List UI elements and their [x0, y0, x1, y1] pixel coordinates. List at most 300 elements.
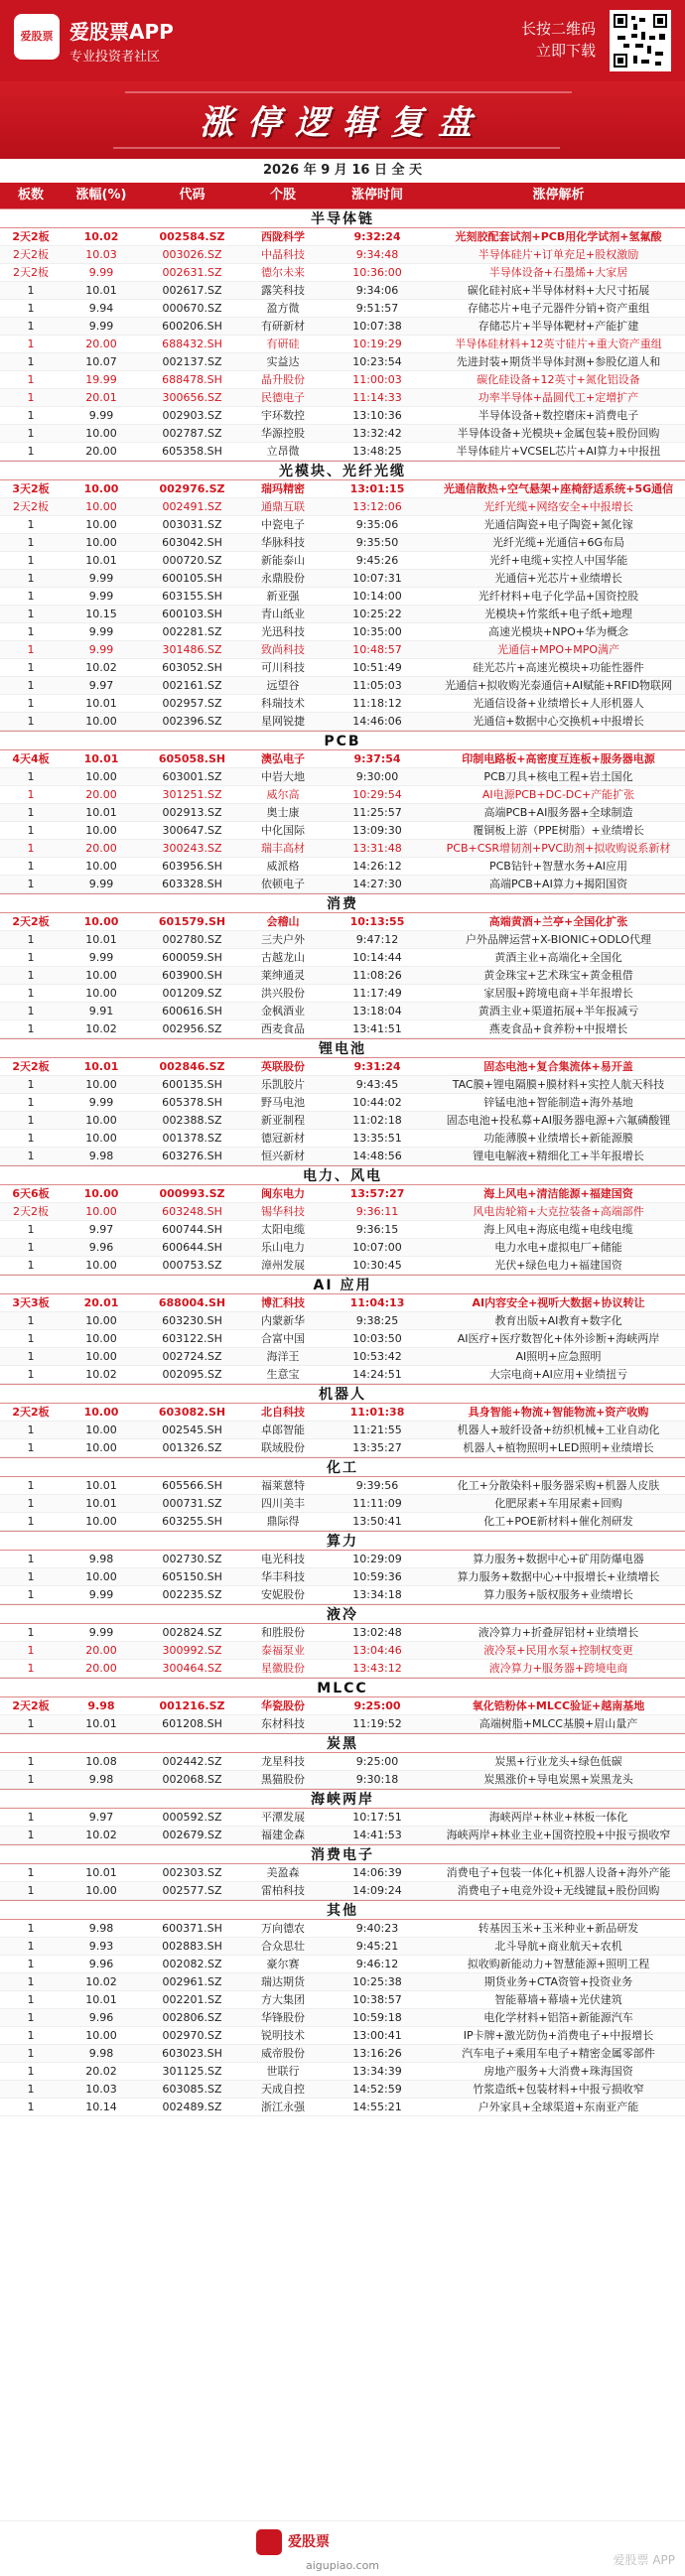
table-row[interactable]: [0, 1864, 685, 1882]
table-row[interactable]: [0, 822, 685, 840]
row-limit-time: 10:29:54: [352, 788, 402, 801]
row-stock-name: 福莱蒽特: [261, 1479, 305, 1492]
table-row[interactable]: [0, 1809, 685, 1827]
row-change-pct: 9.97: [88, 679, 114, 692]
row-analysis: 燕麦食品+食养粉+中报增长: [488, 1022, 628, 1035]
row-stock-name: 中瓷电子: [261, 518, 305, 531]
row-code: 600644.SH: [162, 1241, 222, 1254]
table-row[interactable]: [0, 876, 685, 893]
row-analysis: 户外家具+全球渠道+东南亚产能: [478, 2101, 639, 2113]
row-code: 300656.SZ: [162, 391, 222, 404]
row-change-pct: 10.00: [85, 1424, 117, 1436]
row-limit-time: 9:45:26: [355, 554, 399, 567]
table-row[interactable]: [0, 498, 685, 516]
row-stock-name: 生意宝: [266, 1368, 300, 1381]
row-code: 002846.SZ: [159, 1060, 225, 1073]
row-stock-name: 万向德农: [261, 1922, 305, 1935]
table-row[interactable]: [0, 2027, 685, 2045]
row-board-count: 1: [27, 1553, 35, 1565]
row-analysis: 房地产服务+大消费+珠海国资: [483, 2065, 633, 2078]
row-code: 603001.SZ: [162, 770, 222, 783]
row-board-count: 1: [27, 536, 35, 549]
footer-url[interactable]: aigupiao.com: [305, 2559, 380, 2572]
row-board-count: 1: [27, 625, 35, 638]
table-row[interactable]: [0, 677, 685, 695]
row-limit-time: 13:04:46: [352, 1644, 402, 1657]
row-stock-name: 立昂微: [266, 445, 300, 458]
row-limit-time: 9:38:25: [355, 1314, 399, 1327]
table-row[interactable]: [0, 389, 685, 407]
row-analysis: 覆铜板上游（PPE树脂）+业绩增长: [473, 824, 644, 837]
row-analysis: 半导体设备+数控磨床+消费电子: [478, 409, 639, 422]
row-code: 605378.SH: [162, 1096, 222, 1109]
row-board-count: 1: [27, 1755, 35, 1768]
row-limit-time: 14:46:06: [352, 715, 402, 728]
table-row[interactable]: [0, 1753, 685, 1771]
table-row[interactable]: [0, 1568, 685, 1586]
row-code: 301251.SZ: [162, 788, 222, 801]
row-change-pct: 10.00: [85, 824, 117, 837]
row-board-count: 2天2板: [12, 230, 50, 243]
table-row[interactable]: [0, 1257, 685, 1275]
table-row[interactable]: [0, 623, 685, 641]
row-board-count: 1: [27, 1717, 35, 1730]
row-analysis: 黄酒主业+高端化+全国化: [494, 951, 622, 964]
table-row[interactable]: [0, 1094, 685, 1112]
page-footer: [0, 2520, 685, 2576]
row-limit-time: 9:34:48: [355, 248, 399, 261]
table-row[interactable]: [0, 1348, 685, 1366]
row-stock-name: 莱绅通灵: [261, 969, 305, 982]
row-board-count: 2天2板: [12, 1060, 50, 1073]
table-row[interactable]: [0, 1239, 685, 1257]
row-board-count: 2天2板: [12, 1699, 50, 1712]
table-row[interactable]: [0, 534, 685, 552]
qr-label: [521, 18, 596, 62]
qr-code-image[interactable]: [610, 10, 671, 71]
row-limit-time: 14:26:12: [352, 860, 402, 873]
table-row[interactable]: [0, 570, 685, 588]
table-row[interactable]: [0, 2063, 685, 2081]
table-row[interactable]: [0, 443, 685, 461]
row-board-count: 1: [27, 1515, 35, 1528]
row-stock-name: 星徽股份: [261, 1662, 305, 1675]
row-limit-time: 13:16:26: [352, 2047, 402, 2060]
row-stock-name: 海洋王: [266, 1350, 300, 1363]
row-stock-name: 和胜股份: [261, 1626, 305, 1639]
table-row[interactable]: [0, 1771, 685, 1789]
row-code: 002970.SZ: [162, 2029, 222, 2042]
row-stock-name: 实益达: [266, 355, 300, 368]
row-analysis: 存储芯片+半导体靶材+产能扩建: [478, 320, 639, 333]
table-row[interactable]: [0, 1938, 685, 1956]
table-row[interactable]: [0, 606, 685, 623]
row-analysis: 半导体硅片+VCSEL芯片+AI算力+中报扭: [456, 445, 661, 458]
row-board-count: 1: [27, 1441, 35, 1454]
row-change-pct: 10.15: [85, 608, 117, 620]
row-board-count: 1: [27, 1005, 35, 1017]
row-analysis: 先进封装+期货半导体封测+参股亿道人和: [456, 355, 661, 368]
row-change-pct: 10.01: [83, 1060, 119, 1073]
row-board-count: 1: [27, 1078, 35, 1091]
table-row[interactable]: [0, 336, 685, 353]
table-row[interactable]: [0, 1130, 685, 1148]
row-code: 603082.SH: [158, 1406, 226, 1419]
row-analysis: 光通信+MPO+MPO满产: [497, 643, 619, 656]
row-stock-name: 卓郎智能: [261, 1424, 305, 1436]
row-analysis: 光纤+电缆+实控人中国华能: [488, 554, 628, 567]
row-code: 300464.SZ: [162, 1662, 222, 1675]
row-limit-time: 13:35:51: [352, 1132, 402, 1145]
row-code: 003026.SZ: [162, 248, 222, 261]
table-row[interactable]: [0, 695, 685, 713]
table-row[interactable]: [0, 713, 685, 731]
table-row[interactable]: [0, 246, 685, 264]
table-row[interactable]: [0, 1058, 685, 1076]
table-row[interactable]: [0, 480, 685, 498]
row-change-pct: 10.14: [85, 2101, 117, 2113]
row-analysis: 黄金珠宝+艺术珠宝+黄金租借: [483, 969, 633, 982]
row-limit-time: 10:19:29: [352, 338, 402, 350]
table-row[interactable]: [0, 931, 685, 949]
row-board-count: 1: [27, 860, 35, 873]
row-stock-name: 联域股份: [261, 1441, 305, 1454]
table-row[interactable]: [0, 949, 685, 967]
row-board-count: 1: [27, 284, 35, 297]
row-analysis: 化工+POE新材料+催化剂研发: [483, 1515, 633, 1528]
table-row[interactable]: [0, 318, 685, 336]
row-limit-time: 10:07:38: [352, 320, 402, 333]
row-analysis: 算力服务+数据中心+中报增长+业绩增长: [457, 1570, 660, 1583]
row-change-pct: 10.00: [85, 1205, 117, 1218]
row-limit-time: 9:36:15: [355, 1223, 399, 1236]
row-code: 002957.SZ: [162, 697, 222, 710]
row-change-pct: 10.03: [85, 248, 117, 261]
table-row[interactable]: [0, 1076, 685, 1094]
table-row[interactable]: [0, 588, 685, 606]
table-row[interactable]: [0, 1882, 685, 1900]
row-stock-name: 依顿电子: [261, 878, 305, 890]
row-limit-time: 14:55:21: [352, 2101, 402, 2113]
row-code: 603085.SZ: [162, 2083, 222, 2096]
table-row[interactable]: [0, 228, 685, 246]
table-row[interactable]: [0, 768, 685, 786]
row-limit-time: 10:07:00: [352, 1241, 402, 1254]
table-row[interactable]: [0, 985, 685, 1003]
table-row[interactable]: [0, 407, 685, 425]
table-row[interactable]: [0, 2099, 685, 2116]
table-row[interactable]: [0, 913, 685, 931]
row-board-count: 1: [27, 554, 35, 567]
row-board-count: 1: [27, 1993, 35, 2006]
row-stock-name: 恒兴新材: [261, 1150, 305, 1162]
row-stock-name: 可川科技: [261, 661, 305, 674]
table-row[interactable]: [0, 1203, 685, 1221]
row-change-pct: 20.00: [85, 338, 117, 350]
row-limit-time: 13:09:30: [352, 824, 402, 837]
row-board-count: 1: [27, 1773, 35, 1786]
row-change-pct: 20.00: [85, 1644, 117, 1657]
row-stock-name: 新能泰山: [261, 554, 305, 567]
row-limit-time: 13:34:39: [352, 2065, 402, 2078]
row-analysis: 高端PCB+AI算力+揭阳国资: [488, 878, 628, 890]
row-change-pct: 10.01: [85, 933, 117, 946]
row-limit-time: 13:32:42: [352, 427, 402, 440]
col-board-count: 板数: [17, 188, 44, 203]
row-change-pct: 10.02: [85, 1022, 117, 1035]
table-row[interactable]: [0, 1003, 685, 1020]
row-analysis: 海峡两岸+林业主业+国资控股+中报亏损收窄: [446, 1829, 671, 1841]
row-analysis: PCB刀具+核电工程+岩土国化: [483, 770, 633, 783]
row-board-count: 1: [27, 951, 35, 964]
row-analysis: AI电源PCB+DC-DC+产能扩张: [481, 788, 635, 801]
row-limit-time: 13:43:12: [352, 1662, 402, 1675]
row-analysis: 期货业务+CTA资管+投资业务: [483, 1975, 633, 1988]
row-stock-name: 华源控股: [261, 427, 305, 440]
row-code: 002491.SZ: [162, 500, 222, 513]
row-analysis: 炭黑涨价+导电炭黑+炭黑龙头: [483, 1773, 633, 1786]
row-analysis: 光通信+拟收购光泰通信+AI赋能+RFID物联网: [444, 679, 673, 692]
row-change-pct: 9.97: [88, 1223, 114, 1236]
table-row[interactable]: [0, 804, 685, 822]
row-analysis: IP卡牌+激光防伪+消费电子+中报增长: [463, 2029, 654, 2042]
row-stock-name: 华锋股份: [261, 2011, 305, 2024]
row-board-count: 1: [27, 679, 35, 692]
table-row[interactable]: [0, 858, 685, 876]
row-board-count: 1: [27, 1424, 35, 1436]
table-row[interactable]: [0, 1991, 685, 2009]
row-change-pct: 9.96: [88, 1241, 114, 1254]
row-stock-name: 民德电子: [261, 391, 305, 404]
row-analysis: 户外品牌运营+X-BIONIC+ODLO代理: [465, 933, 652, 946]
row-stock-name: 金枫酒业: [261, 1005, 305, 1017]
row-code: 603248.SH: [162, 1205, 222, 1218]
row-stock-name: 华脉科技: [261, 536, 305, 549]
row-stock-name: 露笑科技: [261, 284, 305, 297]
row-change-pct: 10.01: [85, 1717, 117, 1730]
row-board-count: 1: [27, 770, 35, 783]
row-stock-name: 泰福泵业: [261, 1644, 305, 1657]
row-stock-name: 北自科技: [261, 1406, 305, 1419]
table-row[interactable]: [0, 425, 685, 443]
row-limit-time: 9:35:50: [355, 536, 399, 549]
row-change-pct: 9.97: [88, 1811, 114, 1824]
table-row[interactable]: [0, 1112, 685, 1130]
row-analysis: 固态电池+复合集流体+易开盖: [483, 1060, 633, 1073]
table-row[interactable]: [0, 1404, 685, 1422]
row-limit-time: 9:25:00: [355, 1755, 399, 1768]
table-row[interactable]: [0, 282, 685, 300]
row-change-pct: 10.00: [85, 969, 117, 982]
row-board-count: 1: [27, 373, 35, 386]
row-board-count: 1: [27, 1259, 35, 1272]
row-limit-time: 14:09:24: [352, 1884, 402, 1897]
row-analysis: 转基因玉米+玉米种业+新品研发: [478, 1922, 639, 1935]
table-row[interactable]: [0, 641, 685, 659]
row-stock-name: 德冠新材: [261, 1132, 305, 1145]
row-change-pct: 20.00: [85, 1662, 117, 1675]
row-board-count: 1: [27, 1588, 35, 1601]
row-code: 002082.SZ: [162, 1958, 222, 1970]
row-change-pct: 10.00: [85, 715, 117, 728]
row-code: 002913.SZ: [162, 806, 222, 819]
row-limit-time: 10:36:00: [352, 266, 402, 279]
row-limit-time: 10:38:57: [352, 1993, 402, 2006]
row-stock-name: 瑞玛精密: [261, 482, 305, 495]
row-stock-name: 西陇科学: [261, 230, 305, 243]
table-row[interactable]: [0, 750, 685, 768]
row-board-count: 6天6板: [12, 1187, 50, 1200]
row-limit-time: 9:25:00: [353, 1699, 401, 1712]
row-analysis: 半导体硅材料+12英寸硅片+重大资产重组: [455, 338, 662, 350]
table-row[interactable]: [0, 2081, 685, 2099]
row-stock-name: 龙星科技: [261, 1755, 305, 1768]
row-analysis: 液冷泵+民用水泵+控制权变更: [483, 1644, 633, 1657]
table-row[interactable]: [0, 1366, 685, 1384]
row-board-count: 1: [27, 842, 35, 855]
table-row[interactable]: [0, 786, 685, 804]
row-stock-name: 瑞达期货: [261, 1975, 305, 1988]
row-board-count: 1: [27, 1866, 35, 1879]
row-limit-time: 10:14:00: [352, 590, 402, 603]
row-limit-time: 13:01:15: [349, 482, 405, 495]
row-board-count: 1: [27, 409, 35, 422]
table-row[interactable]: [0, 1422, 685, 1439]
row-limit-time: 11:04:13: [349, 1296, 405, 1309]
row-change-pct: 9.94: [88, 302, 114, 315]
row-change-pct: 9.99: [88, 320, 114, 333]
row-stock-name: 豪尔赛: [266, 1958, 300, 1970]
row-analysis: AI医疗+医疗数智化+体外诊断+海峡两岸: [457, 1332, 660, 1345]
table-row[interactable]: [0, 2045, 685, 2063]
row-board-count: 1: [27, 661, 35, 674]
row-change-pct: 10.01: [85, 1866, 117, 1879]
table-row[interactable]: [0, 840, 685, 858]
table-row[interactable]: [0, 1148, 685, 1165]
row-stock-name: 东材科技: [261, 1717, 305, 1730]
row-code: 300647.SZ: [162, 824, 222, 837]
row-stock-name: 威帝股份: [261, 2047, 305, 2060]
table-header: [0, 183, 685, 208]
row-code: 002724.SZ: [162, 1350, 222, 1363]
row-code: 001216.SZ: [159, 1699, 225, 1712]
row-analysis: 电化学材料+铝箔+新能源汽车: [483, 2011, 633, 2024]
row-limit-time: 9:51:57: [355, 302, 399, 315]
table-row[interactable]: [0, 1697, 685, 1715]
row-limit-time: 11:18:12: [352, 697, 402, 710]
row-stock-name: 世联行: [266, 2065, 300, 2078]
table-row[interactable]: [0, 1513, 685, 1531]
table-row[interactable]: [0, 659, 685, 677]
table-row[interactable]: [0, 552, 685, 570]
row-change-pct: 20.00: [85, 842, 117, 855]
table-row[interactable]: [0, 1551, 685, 1568]
row-limit-time: 9:30:18: [355, 1773, 399, 1786]
table-row[interactable]: [0, 1439, 685, 1457]
table-row[interactable]: [0, 1715, 685, 1733]
row-analysis: 碳化硅设备+12英寸+氮化铝设备: [477, 373, 640, 386]
row-limit-time: 9:46:12: [355, 1958, 399, 1970]
row-code: 002396.SZ: [162, 715, 222, 728]
table-row[interactable]: [0, 1294, 685, 1312]
row-board-count: 1: [27, 987, 35, 1000]
row-analysis: PCB钻针+智慧水务+AI应用: [488, 860, 628, 873]
row-code: 002235.SZ: [162, 1588, 222, 1601]
row-code: 603230.SH: [162, 1314, 222, 1327]
table-row[interactable]: [0, 1495, 685, 1513]
row-code: 001326.SZ: [162, 1441, 222, 1454]
row-stock-name: 漳州发展: [261, 1259, 305, 1272]
table-row[interactable]: [0, 1827, 685, 1844]
row-limit-time: 9:47:12: [355, 933, 399, 946]
table-row[interactable]: [0, 1020, 685, 1038]
table-row[interactable]: [0, 1660, 685, 1678]
row-board-count: 2天2板: [12, 1406, 50, 1419]
row-limit-time: 11:02:18: [352, 1114, 402, 1127]
row-change-pct: 10.00: [85, 1314, 117, 1327]
table-row[interactable]: [0, 371, 685, 389]
row-code: 603052.SH: [162, 661, 222, 674]
row-code: 002489.SZ: [162, 2101, 222, 2113]
table-row[interactable]: [0, 1586, 685, 1604]
row-limit-time: 13:31:48: [352, 842, 402, 855]
row-change-pct: 10.01: [85, 697, 117, 710]
row-code: 002388.SZ: [162, 1114, 222, 1127]
row-stock-name: 黑猫股份: [261, 1773, 305, 1786]
table-row[interactable]: [0, 1477, 685, 1495]
table-row[interactable]: [0, 516, 685, 534]
row-change-pct: 10.02: [85, 1975, 117, 1988]
row-stock-name: 美盈森: [266, 1866, 300, 1879]
row-limit-time: 10:48:57: [352, 643, 402, 656]
table-row[interactable]: [0, 1956, 685, 1973]
row-board-count: 1: [27, 2029, 35, 2042]
row-code: 001209.SZ: [162, 987, 222, 1000]
table-row[interactable]: [0, 264, 685, 282]
row-code: 603276.SH: [162, 1150, 222, 1162]
row-code: 002201.SZ: [162, 1993, 222, 2006]
table-row[interactable]: [0, 1330, 685, 1348]
table-row[interactable]: [0, 1624, 685, 1642]
table-row[interactable]: [0, 353, 685, 371]
row-board-count: 1: [27, 1570, 35, 1583]
table-row[interactable]: [0, 2009, 685, 2027]
row-limit-time: 9:30:00: [355, 770, 399, 783]
row-limit-time: 11:05:03: [352, 679, 402, 692]
table-row[interactable]: [0, 1185, 685, 1203]
row-stock-name: 澳弘电子: [261, 752, 305, 765]
row-limit-time: 10:59:18: [352, 2011, 402, 2024]
row-limit-time: 11:01:38: [349, 1406, 405, 1419]
row-analysis: 北斗导航+商业航天+农机: [494, 1940, 622, 1953]
row-board-count: 1: [27, 643, 35, 656]
row-code: 600059.SH: [162, 951, 222, 964]
row-code: 002679.SZ: [162, 1829, 222, 1841]
table-row[interactable]: [0, 967, 685, 985]
table-row[interactable]: [0, 1221, 685, 1239]
table-row[interactable]: [0, 300, 685, 318]
row-limit-time: 11:17:49: [352, 987, 402, 1000]
row-stock-name: 方大集团: [261, 1993, 305, 2006]
row-code: 601579.SH: [158, 915, 226, 928]
table-row[interactable]: [0, 1642, 685, 1660]
row-board-count: 1: [27, 788, 35, 801]
row-stock-name: 永鼎股份: [261, 572, 305, 585]
row-limit-time: 9:36:11: [355, 1205, 399, 1218]
table-row[interactable]: [0, 1920, 685, 1938]
table-row[interactable]: [0, 1312, 685, 1330]
table-row[interactable]: [0, 1973, 685, 1991]
